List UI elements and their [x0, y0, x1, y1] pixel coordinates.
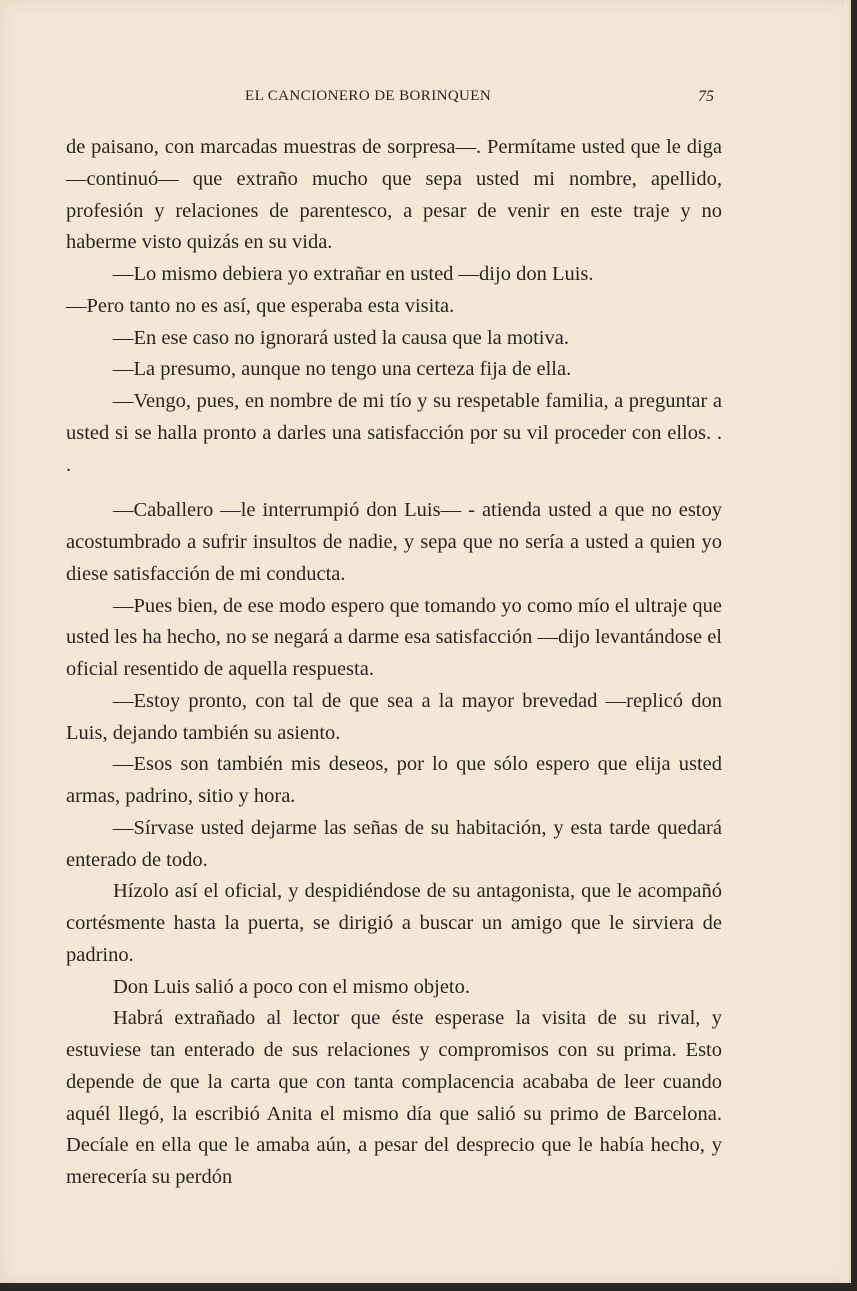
- paragraph-dialogue: —Pues bien, de ese modo espero que tomando yo como mío el ultraje que usted les ha hecho, no se negará a darme esa satisfacción —dijo levantándose el oficial resentido de aquella respuesta.: [66, 594, 722, 680]
- running-head: [0, 88, 851, 112]
- running-title: EL CANCIONERO DE BORINQUEN: [245, 88, 492, 104]
- paragraph-dialogue: —Vengo, pues, en nombre de mi tío y su respetable familia, a preguntar a usted si se halla pronto a darles una satisfacción por su vil proceder con ellos. . .: [66, 390, 722, 476]
- paragraph-narration: Hízolo así el oficial, y despidiéndose de su antagonista, que le acompañó cortésmente hasta la puerta, se dirigió a buscar un amigo que le sirviera de padrino.: [66, 880, 722, 966]
- paragraph-dialogue: —Estoy pronto, con tal de que sea a la mayor brevedad —replicó don Luis, dejando también su asiento.: [66, 689, 722, 744]
- paragraph-dialogue: —En ese caso no ignorará usted la causa que la motiva.: [113, 326, 569, 349]
- paragraph-narration: Don Luis salió a poco con el mismo objeto.: [113, 975, 470, 998]
- paragraph-dialogue: —Lo mismo debiera yo extrañar en usted —dijo don Luis.: [113, 263, 594, 285]
- paragraph-dialogue: —La presumo, aunque no tengo una certeza fija de ella.: [113, 358, 572, 381]
- paragraph-narration: Habrá extrañado al lector que éste esperase la visita de su rival, y estuviese tan enterado de sus relaciones y compromisos con su prima. Esto depende de que la carta que con tanta complacencia acababa de leer cuando aquél llegó, la escribió Anita el mismo día que salió su primo de Barcelona. Decíale en ella que le amaba aún, a pesar del desprecio que le había hecho, y merecería su perdón: [66, 1007, 722, 1188]
- paragraph-continuation: de paisano, con marcadas muestras de sorpresa—. Permítame usted que le diga —continuó— que extraño mucho que sepa usted mi nombre, apellido, profesión y relaciones de parentesco, a pesar de venir en este traje y no haberme visto quizás en su vida.: [66, 136, 722, 254]
- page-number: 75: [698, 88, 714, 105]
- paragraph-dialogue: —Esos son también mis deseos, por lo que sólo espero que elija usted armas, padrino, sitio y hora.: [66, 753, 722, 807]
- body-text: [66, 132, 722, 1194]
- paragraph-dialogue: —Pero tanto no es así, que esperaba esta visita.: [66, 294, 455, 317]
- paragraph-dialogue: —Caballero —le interrumpió don Luis— - atienda usted a que no estoy acostumbrado a sufrir insultos de nadie, y sepa que no sería a usted a quien yo diese satisfacción de mi conducta.: [66, 499, 722, 585]
- paragraph-dialogue: —Sírvase usted dejarme las señas de su habitación, y esta tarde quedará enterado de todo.: [66, 816, 722, 871]
